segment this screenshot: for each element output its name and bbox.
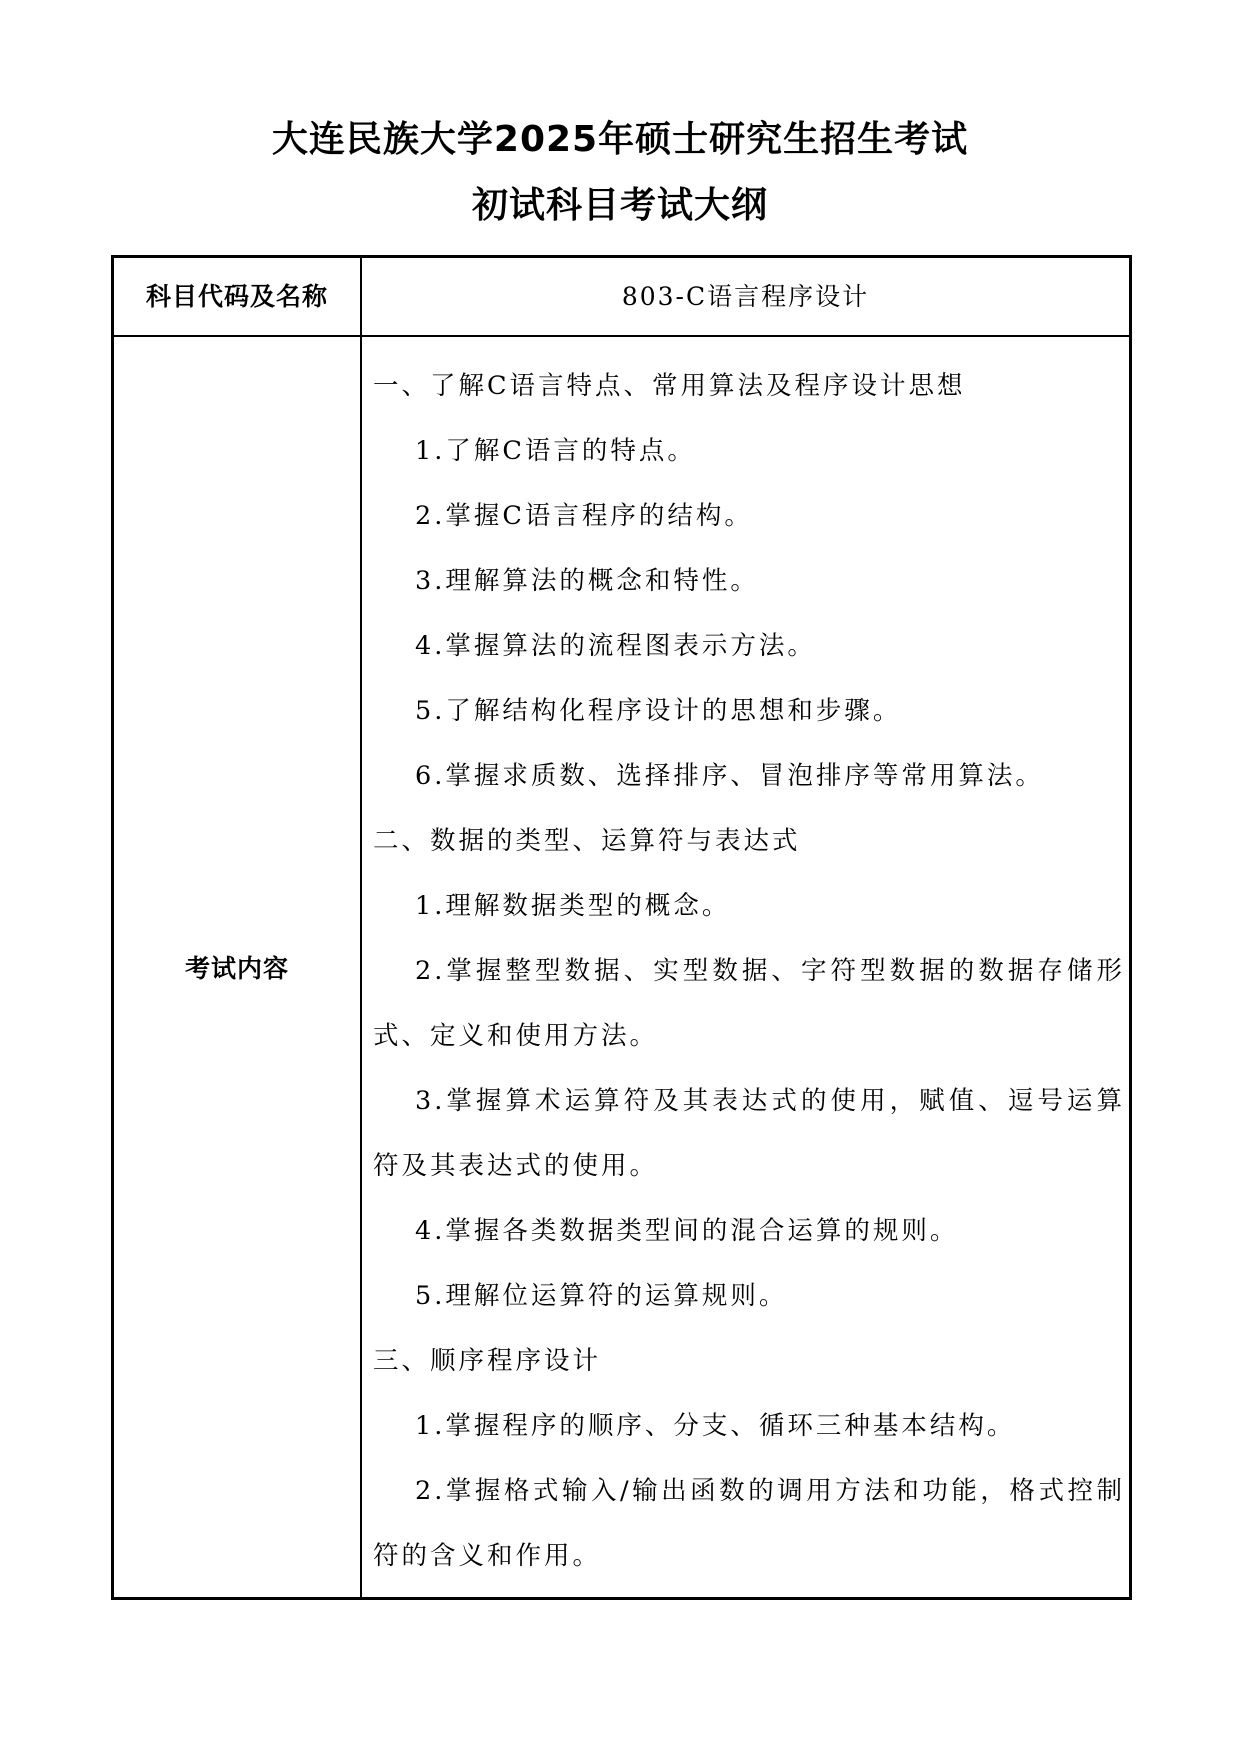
section-heading: 二、数据的类型、运算符与表达式 <box>373 826 801 856</box>
list-item: 3.掌握算术运算符及其表达式的使用，赋值、逗号运算 <box>415 1086 1125 1116</box>
list-item-continuation: 符的含义和作用。 <box>373 1541 602 1571</box>
exam-content-label-cell <box>114 337 360 1597</box>
exam-content <box>373 373 1125 1608</box>
syllabus-table <box>111 255 1132 1600</box>
list-item: 6.掌握求质数、选择排序、冒泡排序等常用算法。 <box>415 761 1044 791</box>
subject-code-label: 科目代码及名称 <box>145 282 328 311</box>
list-item: 1.理解数据类型的概念。 <box>415 891 731 921</box>
list-item: 5.了解结构化程序设计的思想和步骤。 <box>415 696 902 726</box>
list-item: 4.掌握算法的流程图表示方法。 <box>415 631 816 661</box>
list-item: 1.掌握程序的顺序、分支、循环三种基本结构。 <box>415 1411 1016 1441</box>
list-item-continuation: 式、定义和使用方法。 <box>373 1021 659 1051</box>
list-item: 2.掌握整型数据、实型数据、字符型数据的数据存储形 <box>415 956 1125 986</box>
document-subtitle: 初试科目考试大纲 <box>471 185 768 226</box>
section-heading: 三、顺序程序设计 <box>373 1346 602 1376</box>
list-item: 3.理解算法的概念和特性。 <box>415 566 759 596</box>
list-item: 2.掌握格式输入/输出函数的调用方法和功能，格式控制 <box>415 1476 1125 1506</box>
list-item: 4.掌握各类数据类型间的混合运算的规则。 <box>415 1216 959 1246</box>
exam-content-label: 考试内容 <box>184 954 289 983</box>
list-item-continuation: 符及其表达式的使用。 <box>373 1151 659 1181</box>
section-heading: 一、了解C语言特点、常用算法及程序设计思想 <box>373 371 966 401</box>
list-item: 1.了解C语言的特点。 <box>415 436 696 466</box>
subject-code-value: 803-C语言程序设计 <box>621 282 870 311</box>
column-divider <box>360 258 362 1597</box>
list-item: 5.理解位运算符的运算规则。 <box>415 1281 788 1311</box>
document-title: 大连民族大学2025年硕士研究生招生考试 <box>271 119 969 160</box>
list-item: 2.掌握C语言程序的结构。 <box>415 501 753 531</box>
